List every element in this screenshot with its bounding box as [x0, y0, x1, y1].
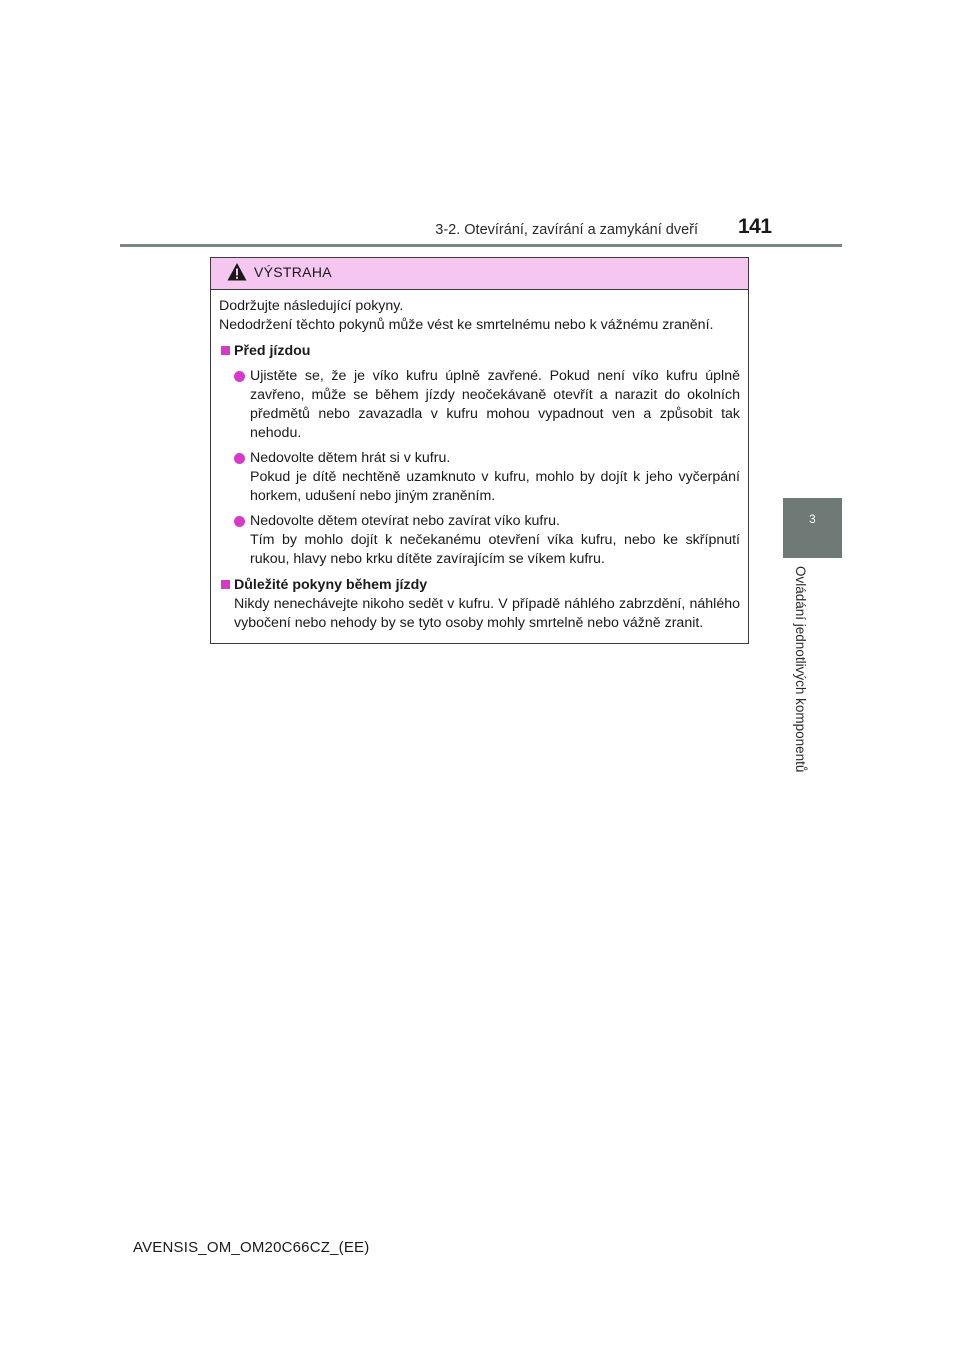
section-heading-text: Před jízdou [234, 343, 311, 359]
header-divider [120, 244, 842, 247]
section-paragraph: Nikdy nenechávejte nikoho sedět v kufru. V případě náhlého zabrzdění, náhlého vybočení nebo nehody by se tyto osoby mohly smrtelně nebo vážně zranit. [234, 596, 740, 631]
chapter-title: Ovládání jednotlivých komponentů [793, 566, 808, 773]
section-heading [219, 576, 740, 595]
round-bullet-icon [234, 453, 245, 464]
round-bullet-icon [234, 516, 245, 527]
list-item-text: Nedovolte dětem hrát si v kufru. [250, 450, 451, 466]
round-bullet-icon [234, 371, 245, 382]
list-item [219, 449, 740, 506]
section-heading [219, 342, 740, 361]
warning-title: VÝSTRAHA [254, 264, 332, 280]
document-id: AVENSIS_OM_OM20C66CZ_(EE) [133, 1239, 370, 1256]
warning-triangle-icon [227, 262, 247, 282]
warning-body [211, 290, 748, 633]
intro-line: Dodržujte následující pokyny. [219, 298, 404, 314]
warning-box [210, 257, 749, 644]
section-heading-text: Důležité pokyny během jízdy [234, 577, 428, 593]
list-item [219, 367, 740, 443]
list-item [219, 512, 740, 569]
list-item-text: Ujistěte se, že je víko kufru úplně zavřené. Pokud není víko kufru úplně zavřeno, může se během jízdy neočekávaně otevřít a narazit do okolních předmětů nebo zavazadla v kufru mohou vypadnout ven a způsobit tak nehodu. [250, 368, 740, 441]
chapter-number: 3 [809, 514, 816, 526]
list-item-text: Nedovolte dětem otevírat nebo zavírat víko kufru. [250, 513, 560, 529]
intro-line: Nedodržení těchto pokynů může vést ke smrtelnému nebo k vážnému zranění. [219, 317, 714, 333]
list-item-text: Tím by mohlo dojít k nečekanému otevření víka kufru, nebo ke skřípnutí rukou, hlavy nebo krku dítěte zavírajícím se víkem kufru. [250, 532, 740, 567]
section-title: 3-2. Otevírání, zavírání a zamykání dveří [435, 222, 698, 238]
square-bullet-icon [221, 346, 230, 355]
chapter-tab [783, 498, 842, 558]
list-item-text: Pokud je dítě nechtěně uzamknuto v kufru, mohlo by dojít k jeho vyčerpání horkem, udušení nebo jiným zraněním. [250, 469, 740, 504]
square-bullet-icon [221, 580, 230, 589]
warning-header [211, 258, 748, 290]
page-number: 141 [738, 215, 772, 238]
